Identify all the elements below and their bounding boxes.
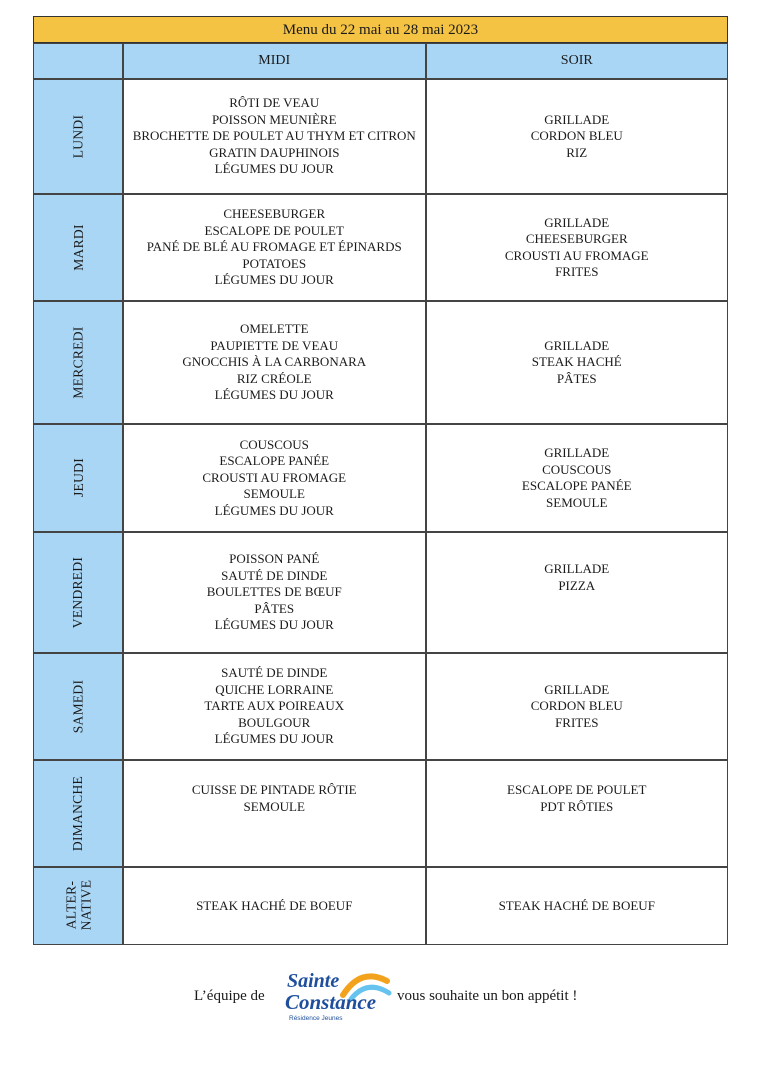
dish: BOULGOUR xyxy=(238,714,311,730)
dish: GNOCCHIS À LA CARBONARA xyxy=(182,354,367,370)
dish: PIZZA xyxy=(558,577,596,593)
day-row-lundi xyxy=(33,79,728,194)
day-label-cell xyxy=(33,79,123,194)
dish: POISSON PANÉ xyxy=(229,551,320,567)
day-row-samedi xyxy=(33,653,728,760)
soir-cell xyxy=(426,194,729,301)
day-label-cell xyxy=(33,532,123,653)
dish: LÉGUMES DU JOUR xyxy=(214,161,334,177)
dish: GRILLADE xyxy=(544,445,610,460)
logo-text-line2: Constance xyxy=(285,990,377,1014)
day-label: LUNDI xyxy=(70,114,86,158)
dish: PÂTES xyxy=(254,600,295,616)
dish: SEMOULE xyxy=(243,798,305,814)
dish: SEMOULE xyxy=(243,486,305,502)
dish: ESCALOPE PANÉE xyxy=(521,478,632,493)
alternative-label xyxy=(63,880,93,931)
dish: FRITES xyxy=(555,264,599,279)
midi-cell xyxy=(123,194,426,301)
midi-cell xyxy=(123,653,426,760)
midi-cell xyxy=(123,301,426,424)
day-row-dimanche xyxy=(33,760,728,867)
dish: CROUSTI AU FROMAGE xyxy=(504,247,649,263)
day-label-cell xyxy=(33,653,123,760)
dish: POTATOES xyxy=(242,255,307,271)
dish: OMELETTE xyxy=(239,321,309,337)
day-row-mardi xyxy=(33,194,728,301)
dish: GRILLADE xyxy=(544,681,610,697)
alternative-label-line2: NATIVE xyxy=(77,879,93,931)
midi-cell xyxy=(123,424,426,532)
dish: SEMOULE xyxy=(546,494,608,510)
sainte-constance-logo xyxy=(283,965,395,1023)
dish: RIZ xyxy=(566,144,588,160)
dish: BOULETTES DE BŒUF xyxy=(206,584,342,600)
dish: CUISSE DE PINTADE RÔTIE xyxy=(191,782,357,797)
midi-cell xyxy=(123,532,426,653)
header-corner xyxy=(33,43,123,79)
day-label: SAMEDI xyxy=(70,679,86,733)
dish: LÉGUMES DU JOUR xyxy=(214,731,334,747)
day-label-cell xyxy=(33,194,123,301)
dish: ESCALOPE DE POULET xyxy=(507,782,647,797)
dish: PÂTES xyxy=(556,370,597,386)
soir-cell xyxy=(426,760,729,867)
logo-graphic xyxy=(283,965,395,1023)
dish: CHEESEBURGER xyxy=(525,231,628,246)
day-label: VENDREDI xyxy=(70,556,86,628)
dish: RIZ CRÉOLE xyxy=(236,370,312,386)
dish: POISSON MEUNIÈRE xyxy=(211,111,337,127)
dish: CHEESEBURGER xyxy=(223,206,326,222)
dish: SAUTÉ DE DINDE xyxy=(221,567,328,583)
dish: TARTE AUX POIREAUX xyxy=(204,698,345,714)
dish: STEAK HACHÉ DE BOEUF xyxy=(498,897,655,913)
midi-cell xyxy=(123,867,426,945)
dish: PAUPIETTE DE VEAU xyxy=(210,337,339,353)
day-row-mercredi xyxy=(33,301,728,424)
soir-cell xyxy=(426,424,729,532)
footer-text-left: L’équipe de xyxy=(194,988,265,1004)
menu-sheet xyxy=(33,16,728,945)
dish: COUSCOUS xyxy=(542,461,612,477)
day-row-jeudi xyxy=(33,424,728,532)
day-row-alternative xyxy=(33,867,728,945)
dish: ESCALOPE DE POULET xyxy=(204,222,344,238)
dish: LÉGUMES DU JOUR xyxy=(214,617,334,633)
soir-cell xyxy=(426,867,729,945)
midi-cell xyxy=(123,760,426,867)
dish: GRILLADE xyxy=(544,214,610,230)
menu-title: Menu du 22 mai au 28 mai 2023 xyxy=(33,16,728,43)
day-label: MERCREDI xyxy=(70,325,86,399)
dish: LÉGUMES DU JOUR xyxy=(214,502,334,518)
footer xyxy=(0,962,768,1022)
logo-subtext: Résidence Jeunes xyxy=(289,1015,343,1022)
soir-cell xyxy=(426,301,729,424)
dish: GRATIN DAUPHINOIS xyxy=(209,144,340,160)
alternative-label-line1: ALTER- xyxy=(62,880,78,930)
dish: LÉGUMES DU JOUR xyxy=(214,272,334,288)
dish: STEAK HACHÉ DE BOEUF xyxy=(196,897,353,913)
day-label-cell xyxy=(33,760,123,867)
dish: GRILLADE xyxy=(544,561,610,576)
midi-cell xyxy=(123,79,426,194)
dish: PANÉ DE BLÉ AU FROMAGE ET ÉPINARDS xyxy=(146,239,402,255)
day-label-cell xyxy=(33,301,123,424)
logo-text-line1: Sainte xyxy=(287,970,340,992)
dish: PDT RÔTIES xyxy=(540,798,614,814)
dish: SAUTÉ DE DINDE xyxy=(221,665,328,681)
soir-cell xyxy=(426,653,729,760)
dish: ESCALOPE PANÉE xyxy=(219,453,330,469)
dish: STEAK HACHÉ xyxy=(531,354,622,370)
dish: CROUSTI AU FROMAGE xyxy=(202,469,347,485)
soir-cell xyxy=(426,79,729,194)
dish: COUSCOUS xyxy=(239,436,309,452)
dish: FRITES xyxy=(555,714,599,730)
dish: GRILLADE xyxy=(544,337,610,353)
menu-table xyxy=(33,43,728,945)
dish: CORDON BLEU xyxy=(530,128,623,144)
dish: GRILLADE xyxy=(544,111,610,127)
dish: RÔTI DE VEAU xyxy=(229,95,320,111)
footer-text-right: vous souhaite un bon appétit ! xyxy=(397,988,578,1004)
day-label: JEUDI xyxy=(70,458,86,497)
day-label: MARDI xyxy=(70,223,86,271)
dish: CORDON BLEU xyxy=(530,698,623,714)
dish: BROCHETTE DE POULET AU THYM ET CITRON xyxy=(132,128,416,144)
header-row xyxy=(33,43,728,79)
dish: QUICHE LORRAINE xyxy=(215,681,334,697)
soir-cell xyxy=(426,532,729,653)
header-midi: MIDI xyxy=(123,43,426,79)
header-soir: SOIR xyxy=(426,43,729,79)
day-label-cell xyxy=(33,424,123,532)
day-label-cell xyxy=(33,867,123,945)
day-label: DIMANCHE xyxy=(70,775,86,851)
day-row-vendredi xyxy=(33,532,728,653)
dish: LÉGUMES DU JOUR xyxy=(214,387,334,403)
